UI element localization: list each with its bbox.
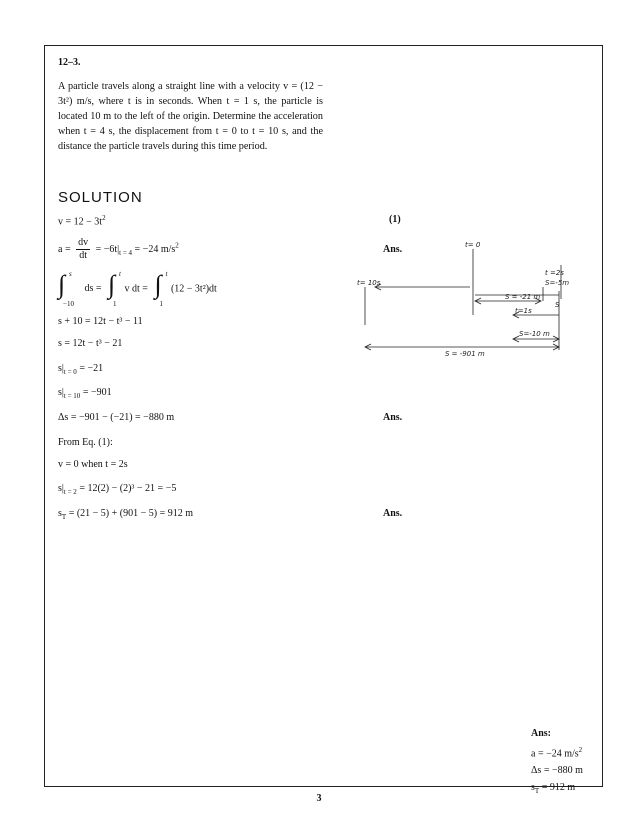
answer-displacement: Δs = −880 m	[531, 765, 583, 777]
page-frame	[44, 45, 603, 796]
diagram-label-s: S	[555, 301, 560, 309]
position-equation-1: s + 10 = 12t − t³ − 11	[58, 316, 143, 327]
from-equation-label: From Eq. (1):	[58, 437, 113, 448]
ans-label-displacement: Ans.	[383, 412, 403, 423]
ans-label-distance: Ans.	[383, 508, 403, 519]
diagram-label-s-minus10: S=-10 m	[519, 330, 550, 338]
position-at-t0: $s|_{t = 0} = -21$	[58, 363, 104, 376]
diagram-label-s-minus5: S=-5m	[545, 279, 570, 287]
page-number: 3	[316, 793, 322, 804]
problem-number: 12–3.	[58, 57, 81, 68]
displacement-equation: Δs = −901 − (−21) = −880 m	[58, 412, 175, 423]
diagram-label-s-minus21: S = -21 m	[505, 293, 541, 301]
position-diagram	[315, 235, 570, 358]
diagram-label-t2s: t =2s	[545, 269, 564, 277]
answers-heading: Ans:	[531, 728, 552, 739]
diagram-label-s-minus901: S = -901 m	[445, 350, 485, 358]
diagram-label-t10: t= 10s	[357, 279, 381, 287]
diagram-label-t0: t= 0	[465, 241, 481, 249]
integral-equation: ∫ s −10 ds = ∫ t 1 v dt = ∫ t 1 (12 − 3t²)dt	[58, 270, 217, 308]
equation-tag-1: (1)	[389, 214, 401, 225]
problem-statement: A particle travels along a straight line with a velocity v = (12 − 3t²) m/s, where t is in seconds. When t = 1 s, the particle is located 10 m to the left of the origin. Determine the acceleration when t = 4 s, the displacement from t = 0 to t = 10 s, and the distance the particle travels during this time period.	[58, 81, 323, 152]
acceleration-equation: a = $\frac{dv}{dt}$ = $-6t|_{t = 4} = -24$ $m/s^2$	[58, 237, 179, 261]
position-equation-2: s = 12t − t³ − 21	[58, 338, 123, 349]
position-at-t2: $s|_{t = 2} = 12(2) - (2)^3 - 21 = -5$	[58, 483, 177, 496]
solution-title: SOLUTION	[58, 189, 143, 206]
answers-box	[531, 725, 583, 800]
position-at-t10: $s|_{t = 10} = -901$	[58, 387, 112, 400]
answer-acceleration: a = −24 $m/s^2$	[531, 746, 583, 760]
ans-label-acceleration: Ans.	[383, 244, 403, 255]
zero-velocity-equation: v = 0 when t = 2s	[58, 459, 128, 470]
diagram-label-t1s: t=1s	[515, 307, 532, 315]
total-distance-equation: $s_T = (21 - 5) + (901 - 5) = 912$ m	[58, 508, 193, 521]
velocity-equation: $v = 12 - 3t^2$	[58, 214, 106, 228]
answer-distance: $s_T = 912$ m	[531, 782, 576, 796]
